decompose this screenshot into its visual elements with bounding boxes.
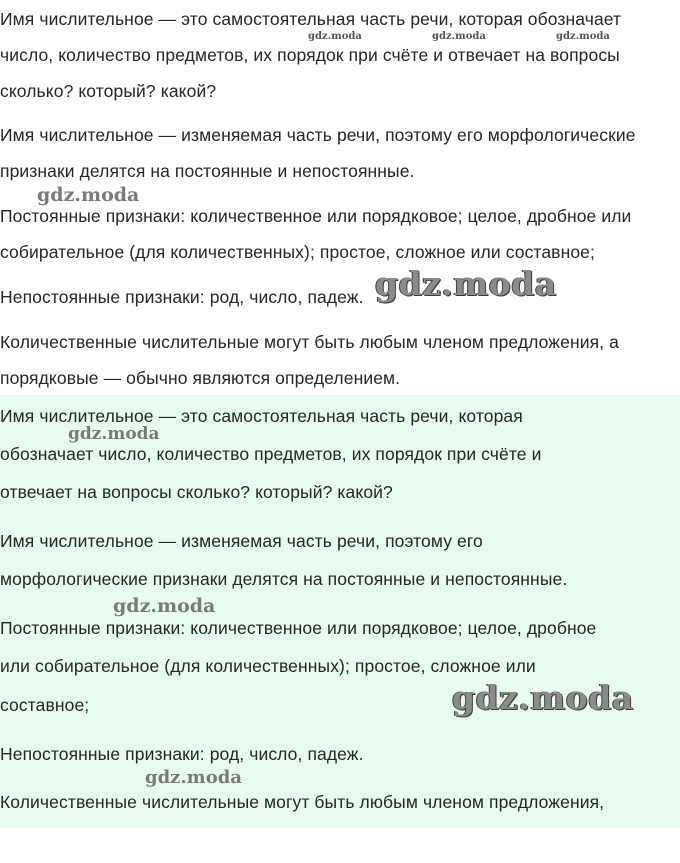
watermark-logo: gdz.moda bbox=[68, 424, 160, 444]
watermark-logo: gdz.moda bbox=[556, 31, 610, 42]
text-line: Непостоянные признаки: род, число, падеж. bbox=[0, 744, 364, 764]
text-line: собирательное (для количественных); простое, сложное или составное; bbox=[0, 242, 595, 262]
text-line: Имя числительное — изменяемая часть речи, поэтому его bbox=[0, 531, 483, 551]
text-line: обозначает число, количество предметов, их порядок при счёте и bbox=[0, 444, 542, 464]
text-line: Постоянные признаки: количественное или порядковое; целое, дробное bbox=[0, 618, 597, 638]
text-line: или собирательное (для количественных); простое, сложное или bbox=[0, 656, 536, 676]
text-line: признаки делятся на постоянные и непостоянные. bbox=[0, 161, 415, 181]
text-line: Имя числительное — это самостоятельная часть речи, которая обозначает bbox=[0, 9, 622, 29]
text-line: Имя числительное — это самостоятельная часть речи, которая bbox=[0, 406, 523, 426]
text-line: морфологические признаки делятся на постоянные и непостоянные. bbox=[0, 569, 568, 589]
watermark-logo: gdz.moda bbox=[113, 595, 216, 617]
watermark-logo: gdz.moda bbox=[308, 31, 362, 42]
text-line: Имя числительное — изменяемая часть речи, поэтому его морфологические bbox=[0, 125, 636, 145]
text-line: Количественные числительные могут быть любым членом предложения, а bbox=[0, 332, 619, 352]
text-line: Постоянные признаки: количественное или порядковое; целое, дробное или bbox=[0, 206, 632, 226]
text-line: отвечает на вопросы сколько? который? какой? bbox=[0, 482, 393, 502]
watermark-logo: gdz.moda bbox=[37, 184, 140, 206]
text-line: Непостоянные признаки: род, число, падеж. bbox=[0, 287, 364, 307]
text-line: порядковые — обычно являются определением. bbox=[0, 368, 401, 388]
text-line: число, количество предметов, их порядок при счёте и отвечает на вопросы bbox=[0, 45, 620, 65]
watermark-logo: gdz.moda bbox=[375, 264, 557, 303]
watermark-logo: gdz.moda bbox=[452, 678, 634, 717]
watermark-logo: gdz.moda bbox=[432, 31, 486, 42]
text-line: составное; bbox=[0, 695, 90, 715]
text-line: Количественные числительные могут быть любым членом предложения, bbox=[0, 792, 605, 812]
watermark-logo: gdz.moda bbox=[145, 767, 242, 788]
text-line: сколько? который? какой? bbox=[0, 81, 217, 101]
